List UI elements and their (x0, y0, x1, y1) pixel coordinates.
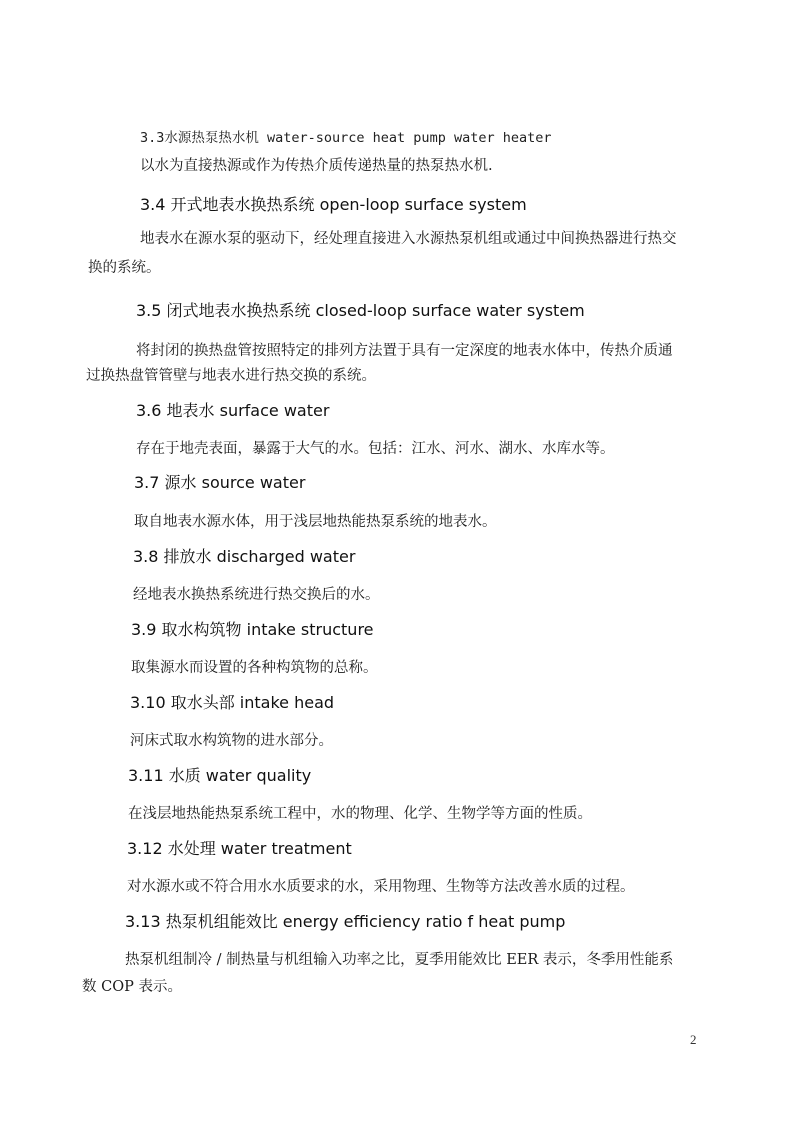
section-body-3-12-line-1: 对水源水或不符合用水水质要求的水，采用物理、生物等方法改善水质的过程。 (127, 879, 635, 895)
section-body-3-10-line-1: 河床式取水构筑物的进水部分。 (130, 733, 333, 749)
section-body-3-5-line-1: 将封闭的换热盘管按照特定的排列方法置于具有一定深度的地表水体中，传热介质通 (136, 343, 673, 359)
section-heading-3-11: 3.11 水质 water quality (128, 766, 312, 785)
section-body-3-8-line-1: 经地表水换热系统进行热交换后的水。 (133, 587, 380, 603)
section-heading-3-6: 3.6 地表水 surface water (136, 401, 330, 420)
section-heading-3-7: 3.7 源水 source water (134, 473, 306, 492)
section-heading-3-13: 3.13 热泵机组能效比 energy efficiency ratio f heat pump (125, 912, 566, 931)
section-body-3-9-line-1: 取集源水而设置的各种构筑物的总称。 (131, 660, 378, 676)
section-body-3-5-line-2: 过换热盘管管壁与地表水进行热交换的系统。 (86, 368, 376, 384)
page-number: 2 (690, 1032, 697, 1047)
section-body-3-13-line-2: 数 COP 表示。 (82, 979, 182, 995)
section-body-3-6-line-1: 存在于地壳表面，暴露于大气的水。包括：江水、河水、湖水、水库水等。 (136, 441, 615, 457)
section-body-3-11-line-1: 在浅层地热能热泵系统工程中，水的物理、化学、生物学等方面的性质。 (128, 806, 592, 822)
section-body-3-7-line-1: 取自地表水源水体，用于浅层地热能热泵系统的地表水。 (134, 514, 497, 530)
section-body-3-13-line-1: 热泵机组制冷 / 制热量与机组输入功率之比，夏季用能效比 EER 表示，冬季用性能系 (125, 952, 674, 968)
section-body-3-3-line-1: 以水为直接热源或作为传热介质传递热量的热泵热水机. (140, 158, 493, 174)
section-heading-3-12: 3.12 水处理 water treatment (127, 839, 352, 858)
section-heading-3-8: 3.8 排放水 discharged water (133, 547, 356, 566)
section-body-3-4-line-1: 地表水在源水泵的驱动下，经处理直接进入水源热泵机组或通过中间换热器进行热交 (140, 231, 677, 247)
section-heading-3-5: 3.5 闭式地表水换热系统 closed-loop surface water system (136, 301, 585, 320)
section-heading-3-9: 3.9 取水构筑物 intake structure (131, 620, 374, 639)
section-heading-3-10: 3.10 取水头部 intake head (130, 693, 335, 712)
section-heading-3-3: 3.3水源热泵热水机 water-source heat pump water heater (140, 130, 552, 146)
section-body-3-4-line-2: 换的系统。 (88, 260, 161, 276)
section-heading-3-4: 3.4 开式地表水换热系统 open-loop surface system (140, 195, 527, 214)
